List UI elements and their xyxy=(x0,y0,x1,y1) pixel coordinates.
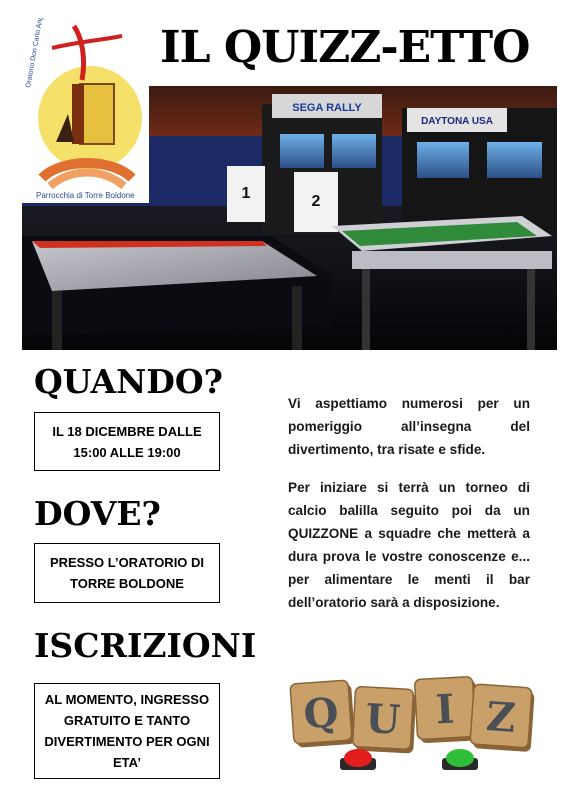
when-line-1: IL 18 DICEMBRE DALLE xyxy=(52,423,202,439)
quiz-letter-u: U xyxy=(364,695,402,744)
signup-line-4: ETA’ xyxy=(113,755,141,770)
signup-line-1: AL MOMENTO, INGRESSO xyxy=(44,692,210,707)
description-paragraph-2: Per iniziare si terrà un torneo di calcio balilla seguito poi da un QUIZZONE a squadre che metterà a dura prova le vostre conoscenze e... per alimentare le menti il bar dell’oratorio sarà a disposizione. xyxy=(288,480,530,610)
quiz-letter-q: Q xyxy=(302,688,341,739)
quiz-tile-q xyxy=(290,680,355,748)
logo-emblem xyxy=(22,18,149,203)
cabinet-label-sega: SEGA RALLY xyxy=(292,102,362,114)
quiz-letter-i: I xyxy=(434,685,456,734)
signup-box xyxy=(34,683,220,779)
quiz-graphic xyxy=(288,672,538,772)
when-box xyxy=(34,412,220,471)
where-heading: DOVE? xyxy=(34,494,161,533)
cabinet-label-daytona: DAYTONA USA xyxy=(421,116,493,127)
where-line-1: PRESSO L’ORATORIO DI xyxy=(49,555,205,570)
logo-parish-text: Parrocchia di Torre Boldone xyxy=(36,191,135,200)
quiz-tile-i xyxy=(414,676,478,743)
signup-line-3: DIVERTIMENTO PER OGNI xyxy=(44,734,210,749)
oratorio-logo xyxy=(22,18,149,203)
quiz-letter-z: Z xyxy=(484,692,518,742)
plate-number-1: 1 xyxy=(241,185,251,202)
quiz-tiles xyxy=(288,672,538,772)
signup-heading: ISCRIZIONI xyxy=(34,626,257,665)
quiz-buzzer-red xyxy=(340,749,376,770)
where-line-2: TORRE BOLDONE xyxy=(70,576,184,591)
page-title: IL QUIZZ-ETTO xyxy=(160,22,530,73)
quiz-tile-z xyxy=(470,684,535,752)
when-heading: QUANDO? xyxy=(34,362,223,401)
quiz-tile-u xyxy=(352,686,416,753)
logo-org-text: Oratorio Don Carlo Angeloni xyxy=(25,18,48,89)
where-box xyxy=(34,543,220,603)
description-paragraph-1: Vi aspettiamo numerosi per un pomeriggio all’insegna del divertimento, tra risate e sfide. xyxy=(288,396,530,457)
quiz-buzzer-green xyxy=(442,749,478,770)
plate-number-2: 2 xyxy=(311,193,321,210)
when-line-2: 15:00 ALLE 19:00 xyxy=(73,444,181,460)
signup-line-2: GRATUITO E TANTO xyxy=(63,713,191,728)
